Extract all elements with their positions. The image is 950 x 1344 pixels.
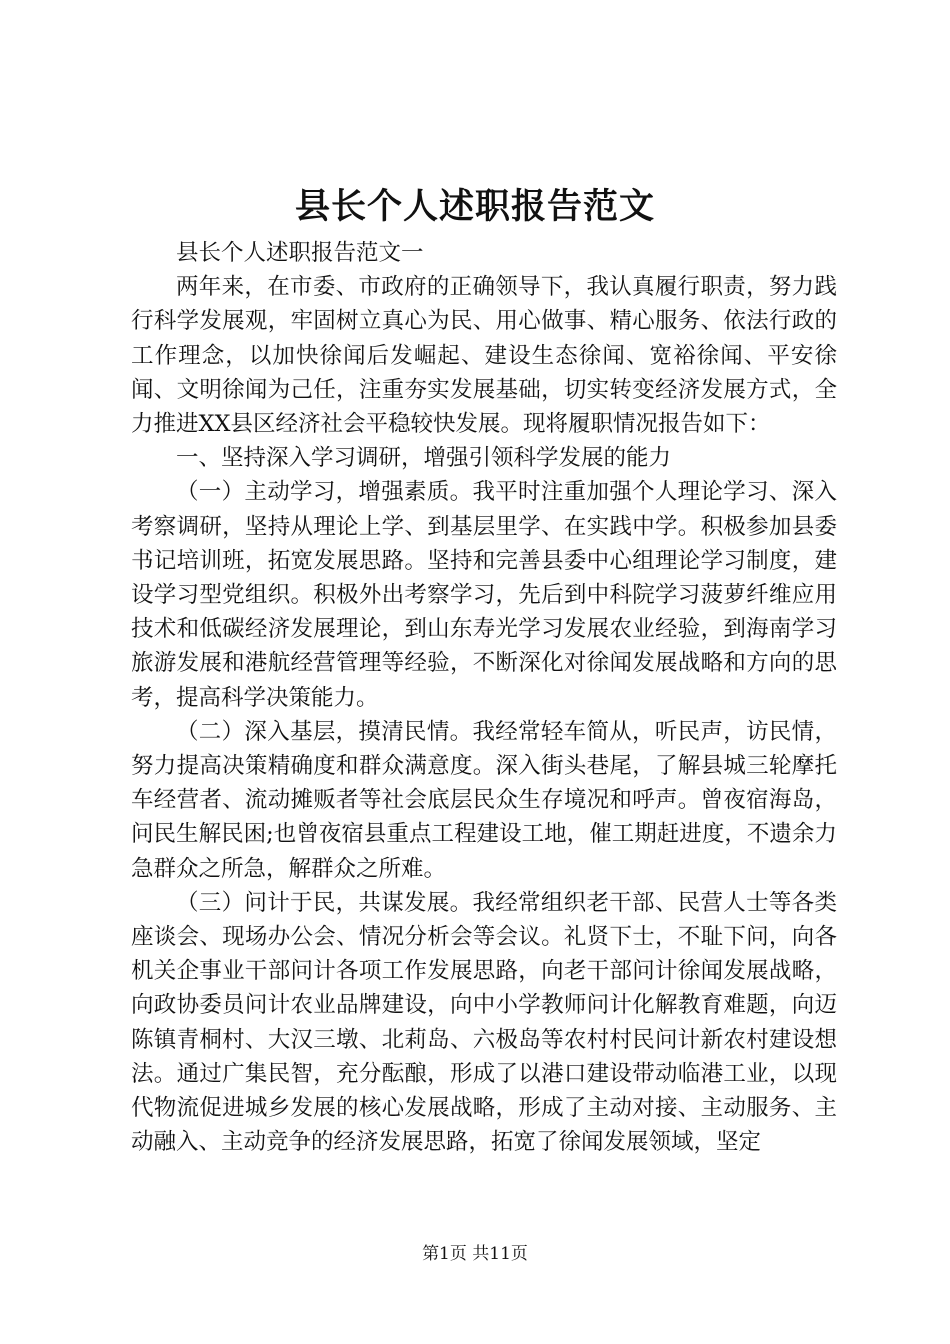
paragraph-study: （一）主动学习，增强素质。我平时注重加强个人理论学习、深入考察调研，坚持从理论上学、到基层里学、在实践中学。积极参加县委书记培训班，拓宽发展思路。坚持和完善县委中心组理论学习制度，建设学习型党组织。积极外出考察学习，先后到中科院学习菠萝纤维应用技术和低碳经济发展理论，到山东寿光学习发展农业经验，到海南学习旅游发展和港航经营管理等经验，不断深化对徐闻发展战略和方向的思考，提高科学决策能力。 [131, 479, 837, 711]
document-body [131, 236, 837, 1159]
chapter-heading: 一、坚持深入学习调研，增强引领科学发展的能力 [176, 445, 672, 472]
section-heading: 县长个人述职报告范文一 [176, 240, 424, 266]
document-title: 县长个人述职报告范文 [294, 186, 655, 227]
intro-paragraph: 两年来，在市委、市政府的正确领导下，我认真履行职责，努力践行科学发展观，牢固树立真心为民、用心做事、精心服务、依法行政的工作理念，以加快徐闻后发崛起、建设生态徐闻、宽裕徐闻、平安徐闻、文明徐闻为己任，注重夯实发展基础，切实转变经济发展方式，全力推进XX县区经济社会平稳较快发展。现将履职情况报告如下： [131, 274, 837, 438]
page-number-footer: 第1页 共11页 [422, 1244, 528, 1264]
paragraph-grassroots: （二）深入基层，摸清民情。我经常轻车简从，听民声，访民情，努力提高决策精确度和群众满意度。深入街头巷尾，了解县城三轮摩托车经营者、流动摊贩者等社会底层民众生存境况和呼声。曾夜宿海岛，问民生解民困;也曾夜宿县重点工程建设工地，催工期赶进度，不遗余力急群众之所急，解群众之所难。 [131, 718, 837, 882]
paragraph-consult: （三）问计于民，共谋发展。我经常组织老干部、民营人士等各类座谈会、现场办公会、情况分析会等会议。礼贤下士，不耻下问，向各机关企事业干部问计各项工作发展思路，向老干部问计徐闻发展战略，向政协委员问计农业品牌建设，向中小学教师问计化解教育难题，向迈陈镇青桐村、大汉三墩、北莉岛、六极岛等农村村民问计新农村建设想法。通过广集民智，充分酝酿，形成了以港口建设带动临港工业，以现代物流促进城乡发展的核心发展战略，形成了主动对接、主动服务、主动融入、主动竞争的经济发展思路，拓宽了徐闻发展领域，坚定 [131, 889, 837, 1156]
